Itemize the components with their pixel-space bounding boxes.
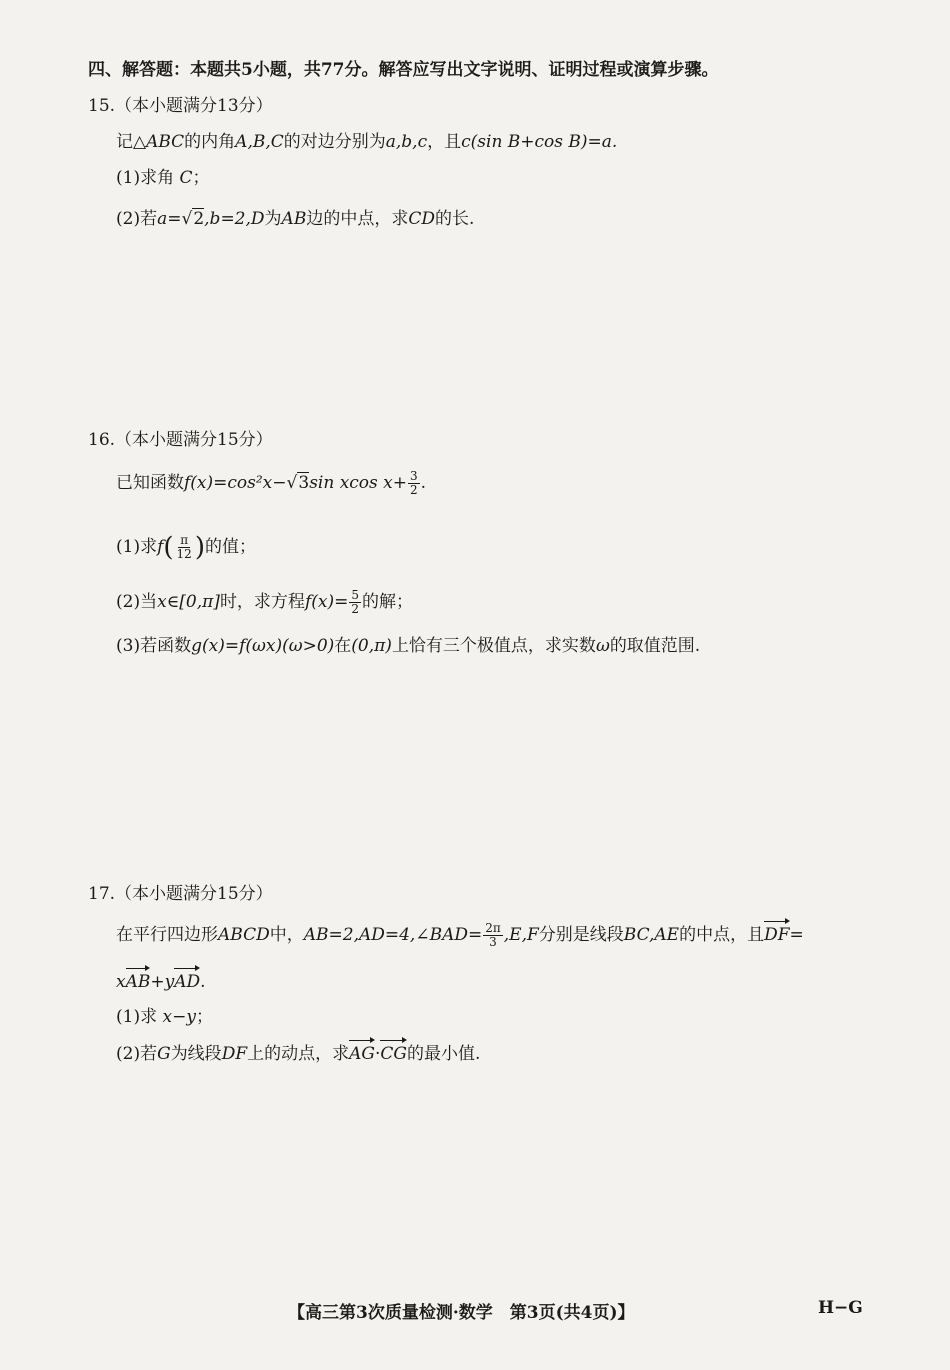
q15-part1: (1)求角 C； — [116, 168, 210, 188]
q17-header: 17.（本小题满分15分） — [88, 884, 273, 904]
q17-stem-line2: xAB+yAD. — [116, 972, 206, 992]
page-footer-title: 【高三第3次质量检测·数学 第3页(共4页)】 — [288, 1303, 635, 1323]
q16-header: 16.（本小题满分15分） — [88, 430, 273, 450]
q15-stem: 记△ABC的内角A,B,C的对边分别为a,b,c，且c(sin B+cos B)=a. — [116, 132, 618, 152]
q16-part3: (3)若函数g(x)=f(ωx)(ω>0)在(0,π)上恰有三个极值点，求实数ω的取值范围. — [116, 636, 701, 656]
section-heading: 四、解答题：本题共5小题，共77分。解答应写出文字说明、证明过程或演算步骤。 — [88, 60, 719, 80]
q15-header: 15.（本小题满分13分） — [88, 96, 273, 116]
q16-part2: (2)当x∈[0,π]时，求方程f(x)= $\frac{5}{2}$ 的解； — [116, 588, 413, 616]
q17-part2: (2)若G为线段DF上的动点，求AG·CG的最小值. — [116, 1044, 481, 1064]
q16-stem: 已知函数f(x)=cos²x−√3sin xcos x+ $\frac{3}{2}$ . — [116, 469, 427, 497]
q16-part1: (1)求f( $\frac{\pi}{12}$ )的值； — [116, 532, 256, 563]
bleed-through-mark — [830, 330, 844, 350]
q15-part2: (2)若a=√2,b=2,D为AB边的中点，求CD的长. — [116, 209, 475, 229]
q17-stem-line1: 在平行四边形ABCD中，AB=2,AD=4,∠BAD= $\frac{2\pi}{3}$ ,E,F分别是线段BC,AE的中点，且DF= — [116, 921, 804, 949]
paper-code: H−G — [818, 1298, 863, 1318]
q17-part1: (1)求 x−y； — [116, 1007, 213, 1027]
